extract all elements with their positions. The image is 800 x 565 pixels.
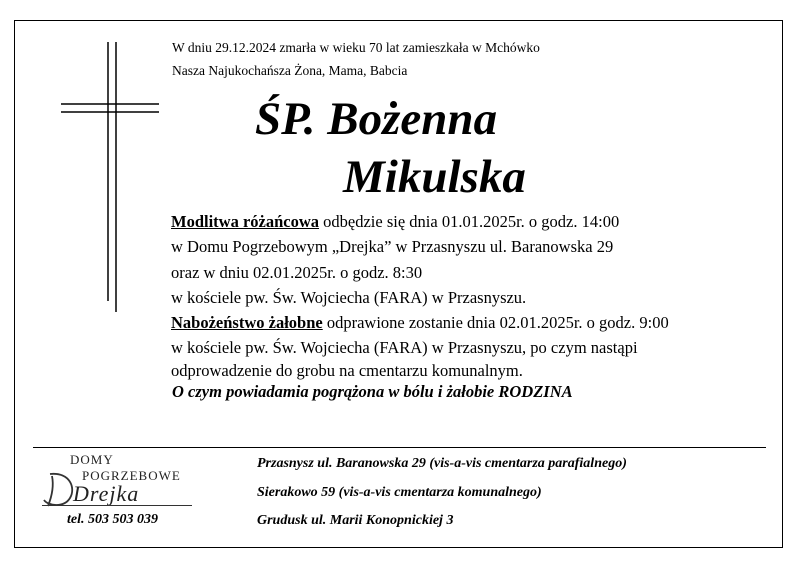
phone-number: tel. 503 503 039: [67, 512, 158, 527]
body-line-7: odprowadzenie do grobu na cmentarzu komunalnym.: [171, 361, 523, 380]
logo-brand: Drejka: [73, 481, 140, 506]
logo-underline: [42, 505, 192, 506]
address-2: Sierakowo 59 (vis-a-vis cmentarza komunalnego): [257, 485, 542, 500]
logo-line-2: POGRZEBOWE: [82, 468, 181, 483]
logo-line-1: DOMY: [70, 452, 114, 467]
deceased-first-name: ŚP. Bożenna: [255, 93, 498, 145]
address-3: Grudusk ul. Marii Konopnickiej 3: [257, 513, 454, 528]
relation-line: Nasza Najukochańsza Żona, Mama, Babcia: [172, 63, 408, 78]
body-line-6: w kościele pw. Św. Wojciecha (FARA) w Przasnyszu, po czym nastąpi: [171, 338, 638, 357]
body-line-2: w Domu Pogrzebowym „Drejka” w Przasnyszu ul. Baranowska 29: [171, 237, 614, 256]
rosary-line: [171, 212, 619, 232]
rosary-text: odbędzie się dnia 01.01.2025r. o godz. 14:00: [319, 212, 620, 231]
body-line-4: w kościele pw. Św. Wojciecha (FARA) w Przasnyszu.: [171, 288, 527, 307]
deceased-last-name: Mikulska: [343, 151, 526, 203]
body-line-3: oraz w dniu 02.01.2025r. o godz. 8:30: [171, 263, 423, 282]
funeral-label: Nabożeństwo żałobne: [171, 313, 323, 332]
rosary-label: Modlitwa różańcowa: [171, 212, 320, 231]
funeral-text: odprawione zostanie dnia 02.01.2025r. o godz. 9:00: [322, 313, 669, 332]
address-1: Przasnysz ul. Baranowska 29 (vis-a-vis cmentarza parafialnego): [257, 456, 627, 471]
closing-line: O czym powiadamia pogrążona w bólu i żałobie RODZINA: [172, 382, 573, 401]
divider: [33, 447, 766, 448]
death-notice-line: W dniu 29.12.2024 zmarła w wieku 70 lat zamieszkała w Mchówko: [172, 40, 540, 55]
funeral-line: [171, 313, 669, 333]
